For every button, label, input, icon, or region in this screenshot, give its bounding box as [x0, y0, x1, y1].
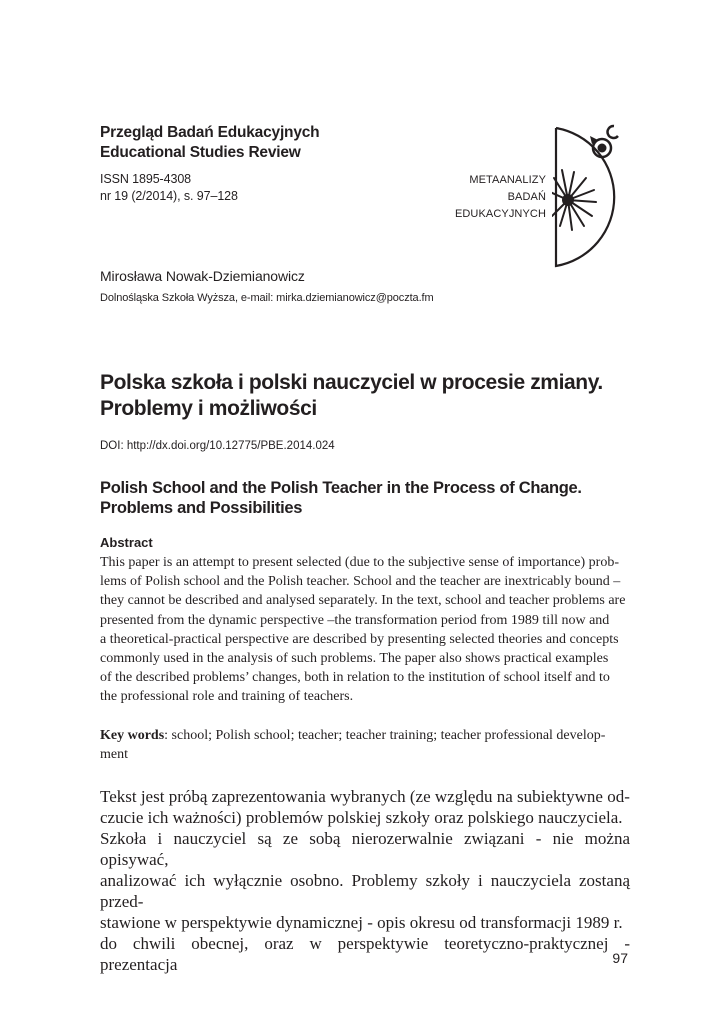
keywords-list: : school; Polish school; teacher; teacher training; teacher professional develop- — [164, 728, 606, 743]
keywords-label: Key words — [100, 728, 165, 743]
page-number: 97 — [612, 950, 628, 966]
body-line: Szkoła i nauczyciel są ze sobą nierozerwalnie związani - nie można opisywać, — [100, 829, 630, 869]
keywords-line — [100, 726, 630, 745]
abstract-line: they cannot be described and analysed separately. In the text, school and teacher problems are — [100, 593, 626, 609]
journal-title-polish: Przegląd Badań Edukacyjnych — [100, 124, 320, 141]
owl-sun-emblem-icon — [552, 122, 632, 270]
crescent-moon — [608, 126, 618, 138]
body-line: czucie ich ważności) problemów polskiej szkoły oraz polskiego nauczyciela. — [100, 808, 623, 827]
abstract-line: the professional role and training of teachers. — [100, 689, 354, 705]
sun-core — [562, 194, 574, 206]
owl-eye-pupil — [598, 144, 607, 153]
section-label-line: METAANALIZY — [469, 174, 546, 186]
abstract-line: lems of Polish school and the Polish teacher. School and the teacher are inextricably bound – — [100, 574, 621, 590]
title-line: Problemy i możliwości — [100, 397, 317, 420]
abstract-heading: Abstract — [100, 535, 153, 550]
abstract-line: This paper is an attempt to present selected (due to the subjective sense of importance) prob- — [100, 555, 619, 570]
section-label-line: BADAŃ — [507, 191, 546, 203]
section-label-line: EDUKACYJNYCH — [454, 208, 546, 220]
author-affiliation: Dolnośląska Szkoła Wyższa, e-mail: mirka.dziemianowicz@poczta.fm — [100, 292, 434, 304]
title-line: Polish School and the Polish Teacher in the Process of Change. — [100, 479, 582, 497]
abstract-line: commonly used in the analysis of such problems. The paper also shows practical examples — [100, 651, 609, 667]
section-label — [455, 172, 546, 223]
doi[interactable]: DOI: http://dx.doi.org/10.12775/PBE.2014.024 — [100, 440, 335, 452]
body-line: do chwili obecnej, oraz w perspektywie teoretyczno-praktycznej - prezentacja — [100, 934, 630, 974]
keywords-line: ment — [100, 747, 128, 762]
abstract-text — [100, 553, 630, 707]
article-title-english — [100, 478, 640, 518]
body-text — [100, 786, 630, 975]
body-line: stawione w perspektywie dynamicznej - opis okresu od transformacji 1989 r. — [100, 913, 623, 932]
body-line: analizować ich wyłącznie osobno. Problemy szkoły i nauczyciela zostaną przed- — [100, 871, 630, 911]
author-name: Mirosława Nowak-Dziemianowicz — [100, 268, 305, 284]
title-line: Polska szkoła i polski nauczyciel w procesie zmiany. — [100, 371, 603, 394]
journal-title-english: Educational Studies Review — [100, 144, 301, 161]
abstract-line: a theoretical-practical perspective are described by presenting selected theories and concepts — [100, 631, 619, 647]
issue-info: nr 19 (2/2014), s. 97–128 — [100, 189, 238, 203]
abstract-line: presented from the dynamic perspective –the transformation period from 1989 till now and — [100, 612, 610, 628]
article-title-polish — [100, 370, 640, 422]
abstract-line: of the described problems’ changes, both in relation to the institution of school itself and to — [100, 670, 610, 686]
keywords — [100, 726, 630, 764]
title-line: Problems and Possibilities — [100, 499, 303, 517]
issn: ISSN 1895-4308 — [100, 172, 192, 186]
body-line: Tekst jest próbą zaprezentowania wybranych (ze względu na subiektywne od- — [100, 787, 630, 806]
